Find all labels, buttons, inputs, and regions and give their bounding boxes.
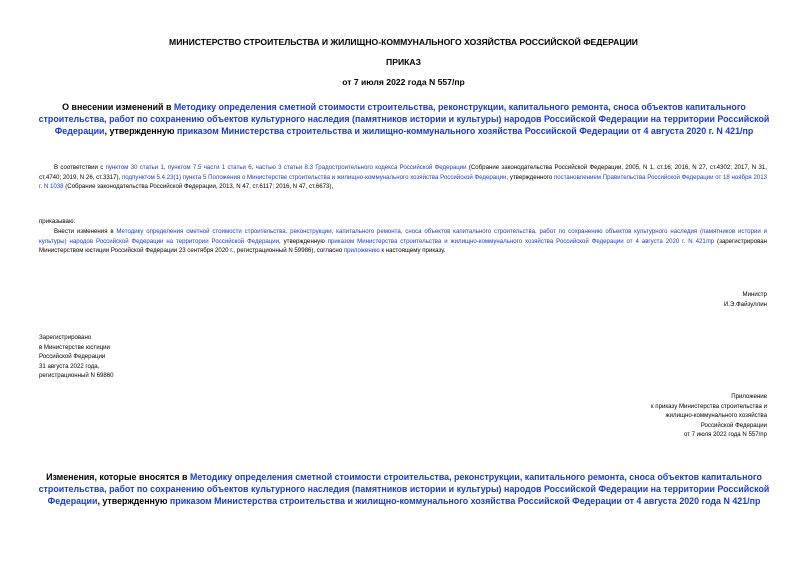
registration-block <box>39 333 279 381</box>
order-mid1: , утвержденную <box>279 237 328 245</box>
basis-post: (Собрание законодательства Российской Федерации, 2013, N 47, ст.6117; 2016, N 47, ст.6673), <box>63 183 334 191</box>
registration-line: 31 августа 2022 года, <box>39 362 100 370</box>
changes-order-link[interactable]: приказом Министерства строительства и жилищно-коммунального хозяйства Российской Федерации от 4 августа 2020 года N 421/пр <box>169 496 761 506</box>
order-ministry-link[interactable]: приказом Министерства строительства и жилищно-коммунального хозяйства Российской Федерации от 4 августа 2020 г. N 421/пр <box>327 237 715 245</box>
title-mid: , утвержденную <box>104 126 177 136</box>
appendix-line: от 7 июля 2022 года N 557/пр <box>683 431 767 439</box>
registration-line: Российской Федерации <box>39 353 106 361</box>
order-appendix-link[interactable]: приложению <box>343 247 380 255</box>
basis-link-code[interactable]: частью 3 статьи 8.3 Градостроительного кодекса Российской Федерации <box>255 164 467 171</box>
appendix-line: Приложение <box>731 393 767 400</box>
basis-mid1: (Собрание законодательства Российской Федерации, 2005, N 1, ст.16; 2016, N 27, ст.4302; 2017, N 31, ст.4740; 2019, N 26, ст.3317), <box>39 164 767 181</box>
basis-paragraph <box>39 163 767 192</box>
order-mid2: (зарегистрирован Министерством юстиции Российской Федерации 23 сентября 2020 г., регистрационный N 59986), согласно <box>39 237 768 255</box>
order-paragraph <box>39 227 767 256</box>
appendix-line: Российской Федерации <box>700 421 767 429</box>
order-methodology-link[interactable]: Методику определения сметной стоимости строительства, реконструкции, капитального ремонта, сноса объектов капитального строительства, работ по сохранению объектов культурного наследия (памятников истории и культуры) народов Российской Федерации на территории Российской Федерации <box>39 228 767 245</box>
ministry-name: МИНИСТЕРСТВО СТРОИТЕЛЬСТВА И ЖИЛИЩНО-КОММУНАЛЬНОГО ХОЗЯЙСТВА РОССИЙСКОЙ ФЕДЕРАЦИИ <box>169 37 638 47</box>
appendix-line: к приказу Министерства строительства и <box>650 402 767 410</box>
signature-name: И.Э.Файзуллин <box>723 301 767 308</box>
basis-mid2: , утвержденного <box>506 173 554 181</box>
basis-link-regulation[interactable]: подпунктом 5.4.23(1) пункта 5 Положения о Министерстве строительства и жилищно-коммунального хозяйства Российской Федерации <box>122 173 507 181</box>
document-title <box>34 101 774 137</box>
order-pre: Внести изменения в <box>54 228 117 235</box>
doc-type: ПРИКАЗ <box>386 57 421 67</box>
basis-sep: , <box>251 164 256 171</box>
appendix-block <box>527 392 767 440</box>
title-pre: О внесении изменений в <box>62 102 174 112</box>
changes-title <box>34 471 774 507</box>
basis-pre: В соответствии с <box>54 164 106 171</box>
basis-link-point30[interactable]: пунктом 30 статьи 1 <box>105 164 164 171</box>
basis-sep: , <box>163 164 168 171</box>
changes-methodology-link[interactable]: Методику определения сметной стоимости строительства, реконструкции, капитального ремонта, сноса объектов капитального строительства, работ по сохранению объектов культурного наследия (памятников истории и культуры) народов Российской Федерации на территории Российской Федерации <box>38 472 770 506</box>
registration-line: Зарегистрировано <box>39 334 92 341</box>
doc-date: от 7 июля 2022 года N 557/пр <box>342 77 465 87</box>
basis-link-decree[interactable]: постановлением Правительства Российской Федерации от 18 ноября 2013 г. N 1038 <box>39 173 767 191</box>
basis-link-point75[interactable]: пунктом 7.5 части 1 статьи 6 <box>167 164 252 171</box>
registration-line: в Министерстве юстиции <box>39 343 110 351</box>
appendix-line: жилищно-коммунального хозяйства <box>665 412 767 420</box>
changes-pre: Изменения, которые вносятся в <box>46 472 190 482</box>
order-word: приказываю: <box>39 218 76 225</box>
signature-position: Министр <box>742 291 767 298</box>
order-post: к настоящему приказу. <box>379 247 446 255</box>
title-methodology-link[interactable]: Методику определения сметной стоимости строительства, реконструкции, капитального ремонта, сноса объектов капитального строительства, работ по сохранению объектов культурного наследия (памятников истории и культуры) народов Российской Федерации на территории Российской Федерации <box>38 102 770 136</box>
registration-line: регистрационный N 69860 <box>39 372 114 380</box>
changes-mid: , утвержденную <box>97 496 170 506</box>
title-order-link[interactable]: приказом Министерства строительства и жилищно-коммунального хозяйства Российской Федерации от 4 августа 2020 г. N 421/пр <box>176 126 754 136</box>
